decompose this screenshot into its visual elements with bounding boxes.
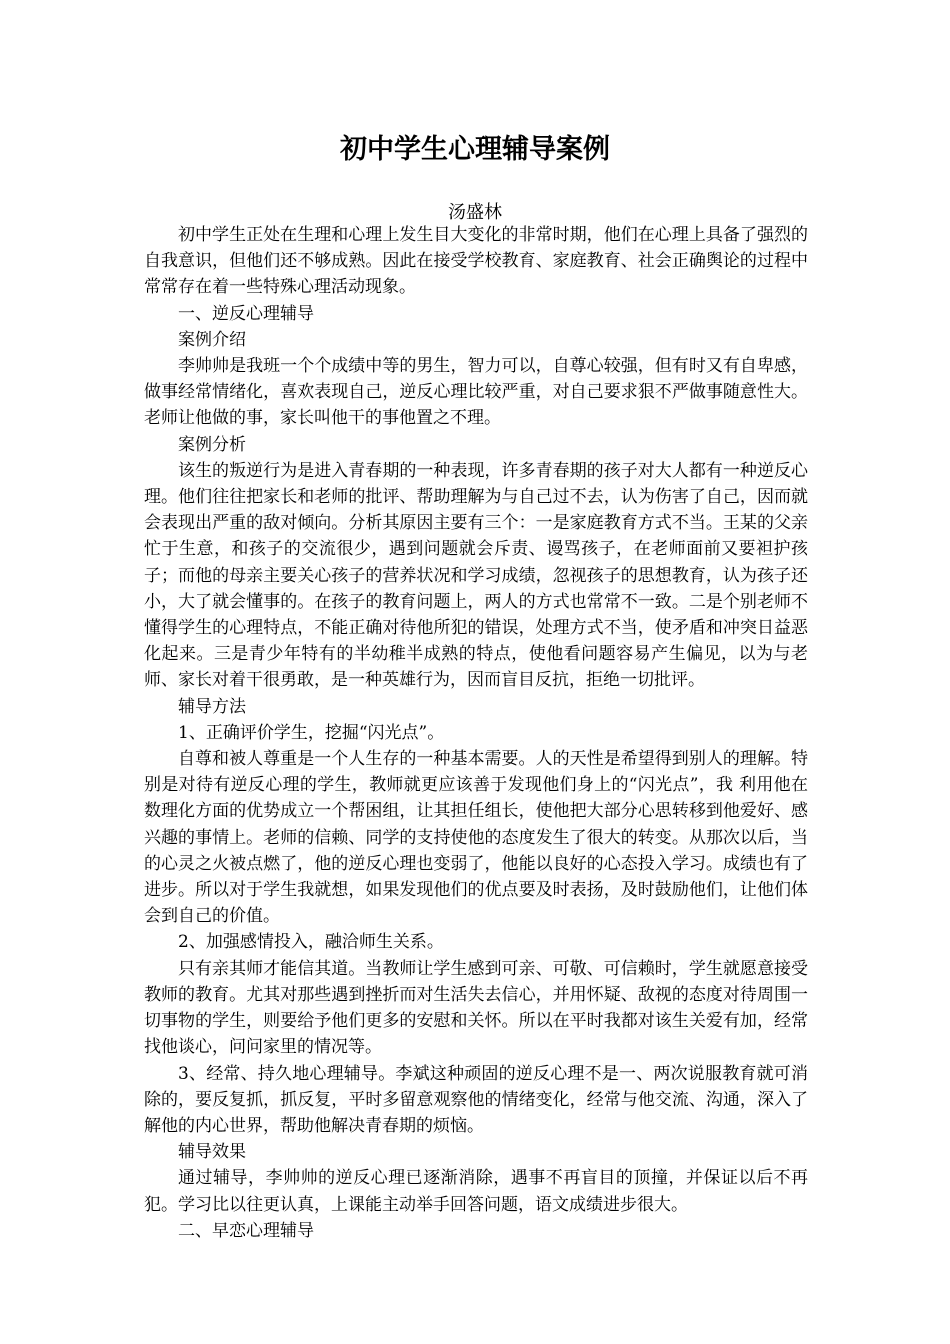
subsection-heading: 辅导方法 [178, 696, 246, 717]
section-heading: 一、逆反心理辅导 [178, 303, 314, 324]
paragraph: 该生的叛逆行为是进入青春期的一种表现，许多青春期的孩子对大人都有一种逆反心理。他们往往把家长和老师的批评、帮助理解为与自己过不去，认为伤害了自己，因而就会表现出严重的敌对倾向。分析其原因主要有三个：一是家庭教育方式不当。王某的父亲忙于生意，和孩子的交流很少，遇到问题就会斥责、谩骂孩子，在老师面前又要袒护孩子；而他的母亲主要关心孩子的营养状况和学习成绩，忽视孩子的思想教育，认为孩子还小，大了就会懂事的。在孩子的教育问题上，两人的方式也常常不一致。二是个别老师不懂得学生的心理特点，不能正确对待他所犯的错误，处理方式不当，使矛盾和冲突日益恶化起来。三是青少年特有的半幼稚半成熟的特点，使他看问题容易产生偏见，以为与老师、家长对着干很勇敢，是一种英雄行为，因而盲目反抗，拒绝一切批评。 [144, 460, 808, 691]
document-author: 汤盛林 [448, 202, 502, 223]
subsection-heading: 案例分析 [178, 434, 246, 455]
paragraph: 只有亲其师才能信其道。当教师让学生感到可亲、可敬、可信赖时，学生就愿意接受教师的教育。尤其对那些遇到挫折而对生活失去信心，并用怀疑、敌视的态度对待周围一切事物的学生，则要给予他们更多的安慰和关怀。所以在平时我都对该生关爱有加，经常找他谈心，问问家里的情况等。 [144, 958, 808, 1058]
paragraph: 通过辅导，李帅帅的逆反心理已逐渐消除，遇事不再盲目的顶撞，并保证以后不再犯。学习比以往更认真，上课能主动举手回答问题，语文成绩进步很大。 [144, 1168, 808, 1215]
list-item-heading: 1、正确评价学生，挖掘“闪光点”。 [178, 722, 445, 743]
subsection-heading: 案例介绍 [178, 329, 246, 350]
paragraph: 自尊和被人尊重是一个人生存的一种基本需要。人的天性是希望得到别人的理解。特别是对待有逆反心理的学生，教师就更应该善于发现他们身上的“闪光点”，我 利用他在数理化方面的优势成立一个帮困组，让其担任组长，使他把大部分心思转移到他爱好、感兴趣的事情上。老师的信赖、同学的支持使他的态度发生了很大的转变。从那次以后，当的心灵之火被点燃了，他的逆反心理也变弱了，他能以良好的心态投入学习。成绩也有了进步。所以对于学生我就想，如果发现他们的优点要及时表扬，及时鼓励他们，让他们体会到自己的价值。 [144, 749, 808, 927]
document-title: 初中学生心理辅导案例 [340, 134, 610, 165]
paragraph: 3、经常、持久地心理辅导。李斌这种顽固的逆反心理不是一、两次说服教育就可消除的，要反复抓，抓反复，平时多留意观察他的情绪变化，经常与他交流、沟通，深入了解他的内心世界，帮助他解决青春期的烦恼。 [144, 1063, 808, 1136]
section-heading: 二、早恋心理辅导 [178, 1220, 314, 1241]
list-item-heading: 2、加强感情投入，融洽师生关系。 [178, 932, 444, 953]
paragraph: 李帅帅是我班一个个成绩中等的男生，智力可以，自尊心较强，但有时又有自卑感，做事经常情绪化，喜欢表现自己，逆反心理比较严重，对自己要求狠不严做事随意性大。老师让他做的事，家长叫他干的事他置之不理。 [144, 356, 808, 429]
paragraph: 初中学生正处在生理和心理上发生目大变化的非常时期，他们在心理上具备了强烈的自我意识，但他们还不够成熟。因此在接受学校教育、家庭教育、社会正确舆论的过程中常常存在着一些特殊心理活动现象。 [144, 225, 808, 298]
subsection-heading: 辅导效果 [178, 1142, 246, 1163]
document-body [144, 222, 808, 1244]
